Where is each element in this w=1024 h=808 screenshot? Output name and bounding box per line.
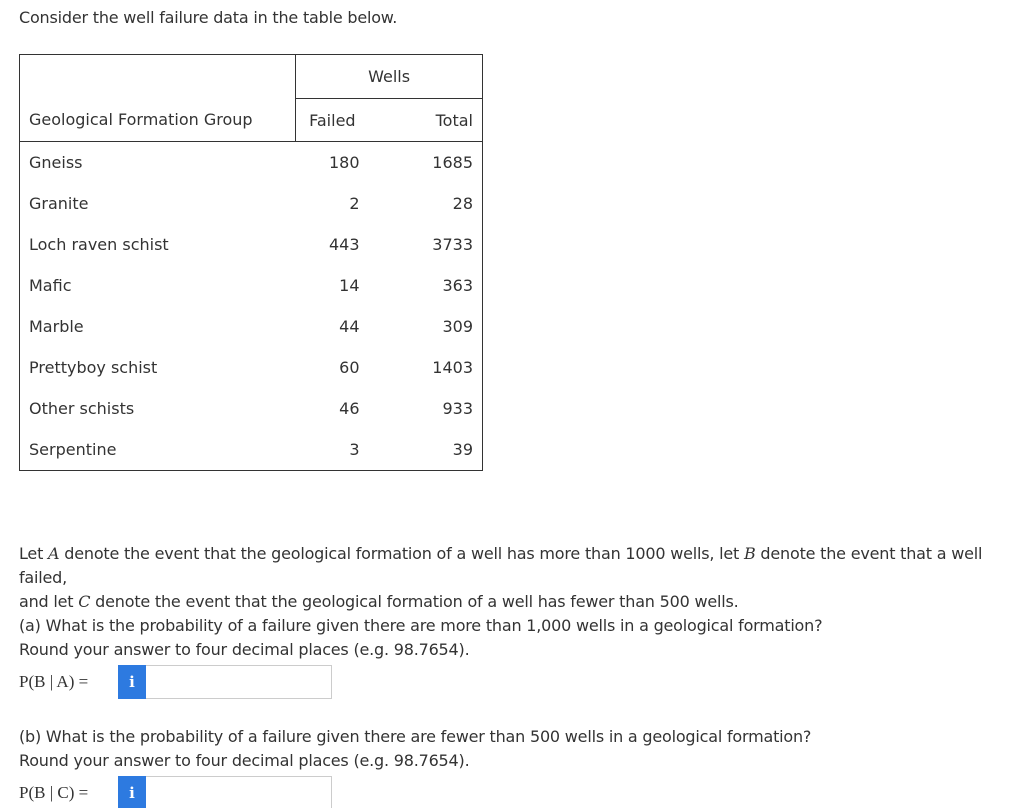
table-row — [20, 429, 483, 471]
event-b-symbol: B — [743, 544, 756, 563]
question-b-instruction: Round your answer to four decimal places (e.g. 98.7654). — [19, 751, 470, 770]
event-c-symbol: C — [78, 592, 91, 611]
formation-cell: Gneiss — [29, 153, 83, 172]
table-row — [20, 347, 483, 388]
wells-group-header: Wells — [296, 55, 483, 99]
total-column-header: Total — [369, 99, 483, 142]
answer-a-input[interactable] — [146, 665, 332, 699]
question-a-instruction: Round your answer to four decimal places (e.g. 98.7654). — [19, 640, 470, 659]
event-a-symbol: A — [48, 544, 60, 563]
table-group-header-row — [20, 55, 483, 99]
failed-cell: 2 — [349, 194, 360, 213]
failed-cell: 180 — [328, 153, 360, 172]
failed-cell: 443 — [328, 235, 360, 254]
formation-cell: Granite — [29, 194, 89, 213]
formation-cell: Prettyboy schist — [29, 358, 158, 377]
total-cell: 1685 — [432, 153, 473, 172]
table-row — [20, 224, 483, 265]
formation-cell: Other schists — [29, 399, 135, 418]
table-row — [20, 265, 483, 306]
intro-text: Consider the well failure data in the table below. — [19, 8, 398, 27]
question-a — [19, 614, 1009, 662]
info-icon[interactable]: i — [118, 776, 146, 808]
table-row — [20, 306, 483, 347]
answer-a-row — [19, 665, 332, 699]
answer-b-input[interactable] — [146, 776, 332, 808]
formation-cell: Mafic — [29, 276, 72, 295]
question-b-text: (b) What is the probability of a failure given there are fewer than 500 wells in a geological formation? — [19, 727, 812, 746]
total-cell: 39 — [452, 440, 473, 459]
failed-cell: 60 — [339, 358, 360, 377]
well-failure-table — [19, 54, 483, 471]
failed-cell: 3 — [349, 440, 360, 459]
answer-a-label: P(B | A) = — [19, 672, 89, 691]
failed-cell: 44 — [339, 317, 360, 336]
failed-cell: 46 — [339, 399, 360, 418]
total-cell: 933 — [442, 399, 473, 418]
answer-b-label: P(B | C) = — [19, 783, 89, 802]
question-b — [19, 725, 1009, 773]
formation-cell: Marble — [29, 317, 84, 336]
total-cell: 1403 — [432, 358, 473, 377]
question-a-text: (a) What is the probability of a failure given there are more than 1,000 wells in a geological formation? — [19, 616, 823, 635]
failed-column-header: Failed — [296, 99, 369, 142]
event-definitions — [19, 542, 1009, 614]
total-cell: 309 — [442, 317, 473, 336]
table-row — [20, 142, 483, 184]
info-icon[interactable]: i — [118, 665, 146, 699]
table-row — [20, 183, 483, 224]
failed-cell: 14 — [339, 276, 360, 295]
formation-column-header: Geological Formation Group — [20, 99, 296, 142]
table-header-row — [20, 99, 483, 142]
total-cell: 363 — [442, 276, 473, 295]
definition-line-1: Let A denote the event that the geological formation of a well has more than 1000 wells, let B denote the event that a well failed, — [19, 544, 983, 587]
definition-line-2: and let C denote the event that the geological formation of a well has fewer than 500 wells. — [19, 592, 739, 611]
answer-b-row — [19, 776, 332, 808]
total-cell: 3733 — [432, 235, 473, 254]
table-row — [20, 388, 483, 429]
formation-cell: Serpentine — [29, 440, 117, 459]
total-cell: 28 — [452, 194, 473, 213]
formation-cell: Loch raven schist — [29, 235, 169, 254]
